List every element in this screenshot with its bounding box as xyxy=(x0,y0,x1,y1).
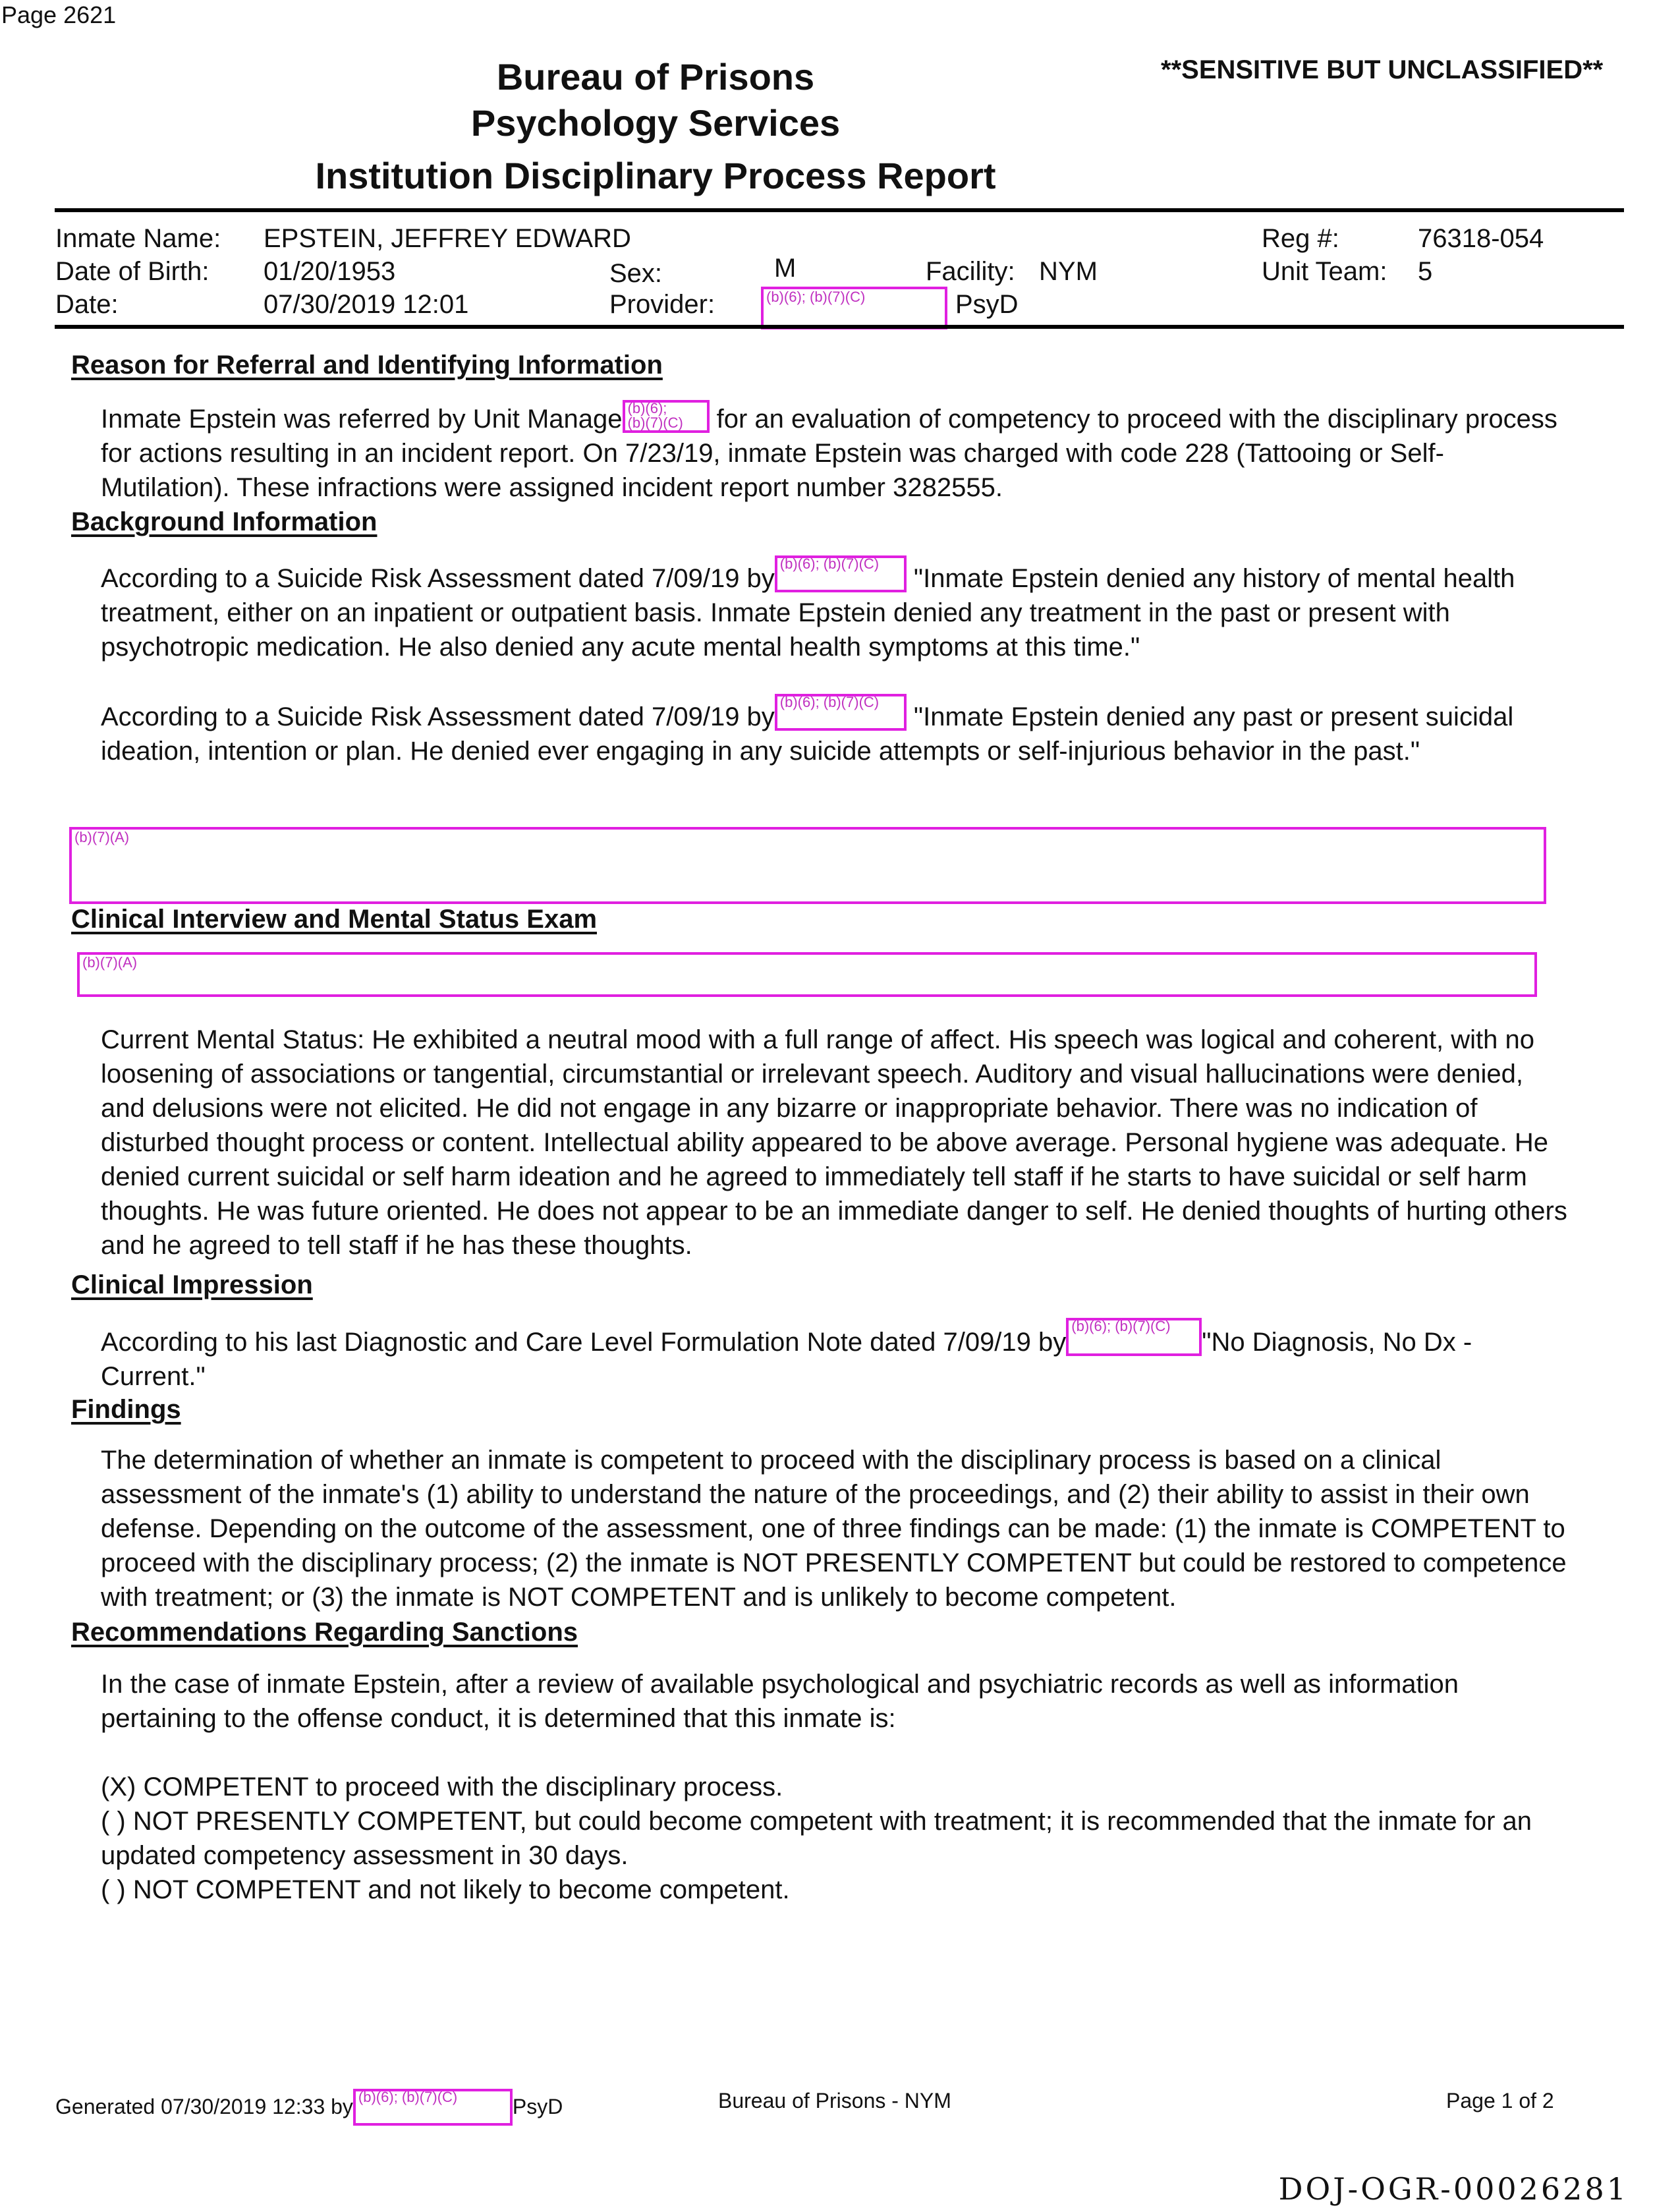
section-heading-findings: Findings xyxy=(71,1395,181,1424)
section-heading-background: Background Information xyxy=(71,507,378,536)
recommendations-intro: In the case of inmate Epstein, after a review of available psychological and psychiatric records as well as information pertaining to the offense conduct, it is determined that this inmate is: xyxy=(101,1670,1459,1733)
unit-team-value: 5 xyxy=(1418,257,1433,286)
redaction-box-provider xyxy=(761,287,947,329)
redaction-box-unit-manager xyxy=(623,400,710,433)
option-mark-checked: (X) xyxy=(101,1772,136,1801)
option-mark-unchecked: ( ) xyxy=(101,1807,126,1836)
redaction-box-footer-author xyxy=(353,2089,513,2126)
redaction-code: (b)(6); (b)(7)(C) xyxy=(358,2089,458,2105)
impression-text-end: "No Diagnosis, No Dx - Current." xyxy=(101,1328,1472,1391)
section-heading-recommendations: Recommendations Regarding Sanctions xyxy=(71,1618,578,1647)
redaction-block-law-enforcement-1 xyxy=(69,827,1546,904)
option-text: NOT PRESENTLY COMPETENT, but could become competent with treatment; it is recommended that the inmate for an updated competency assessment in 30 days. xyxy=(101,1807,1532,1870)
header-rule-top xyxy=(55,208,1624,212)
sex-value: M xyxy=(774,254,797,283)
reg-label: Reg #: xyxy=(1262,224,1339,253)
background-p2-start: According to a Suicide Risk Assessment dated 7/09/19 by xyxy=(101,702,775,731)
section-heading-referral: Reason for Referral and Identifying Information xyxy=(71,351,663,380)
unit-team-label: Unit Team: xyxy=(1262,257,1387,286)
title-department: Psychology Services xyxy=(470,102,841,144)
provider-suffix: PsyD xyxy=(955,290,1019,319)
referral-text-start: Inmate Epstein was referred by Unit Manage xyxy=(101,405,623,434)
redaction-code: (b)(6); (b)(7)(C) xyxy=(779,694,880,710)
redaction-box-assessor-1 xyxy=(775,555,907,592)
sex-label: Sex: xyxy=(609,259,663,288)
reg-value: 76318-054 xyxy=(1418,224,1544,253)
redaction-box-diagnostician xyxy=(1066,1318,1202,1356)
page-label: Page 2621 xyxy=(1,1,117,28)
referral-text-end: for an evaluation of competency to proceed with the disciplinary process for actions resulting in an incident report. On 7/23/19, inmate Epstein was charged with code 228 (Tattooing or Self-Mutilation). These infractions were assigned incident report number 3282555. xyxy=(101,405,1557,502)
footer-page-number: Page 1 of 2 xyxy=(1446,2089,1554,2113)
background-p1-end: "Inmate Epstein denied any history of mental health treatment, either on an inpatient or outpatient basis. Inmate Epstein denied any treatment in the past or present with psychotropic medication. He also denied any acute mental health symptoms at this time." xyxy=(101,564,1515,662)
redaction-code: (b)(6); (b)(7)(C) xyxy=(779,555,880,572)
referral-paragraph xyxy=(101,400,1570,505)
option-mark-unchecked: ( ) xyxy=(101,1875,126,1904)
footer-generated xyxy=(55,2089,563,2126)
redaction-code-line2: (b)(7)(C) xyxy=(627,414,683,431)
background-paragraph-1 xyxy=(101,555,1570,664)
title-agency: Bureau of Prisons xyxy=(496,56,815,98)
background-p2-end: "Inmate Epstein denied any past or present suicidal ideation, intention or plan. He denied ever engaging in any suicide attempts or self-injurious behavior in the past." xyxy=(101,702,1514,766)
impression-paragraph xyxy=(101,1318,1570,1394)
facility-value: NYM xyxy=(1039,257,1098,286)
redaction-box-assessor-2 xyxy=(775,694,907,731)
redaction-code: (b)(7)(A) xyxy=(82,954,138,971)
redaction-block-law-enforcement-2 xyxy=(77,952,1537,997)
findings-paragraph: The determination of whether an inmate is competent to proceed with the disciplinary process is based on a clinical assessment of the inmate's (1) ability to understand the nature of the proceedings, and (2) their ability to assist in their own defense. Depending on the outcome of the assessment, one of three findings can be made: (1) the inmate is COMPETENT to proceed with the disciplinary process; (2) the inmate is NOT PRESENTLY COMPETENT but could be restored to competence with treatment; or (3) the inmate is NOT COMPETENT and is unlikely to become competent. xyxy=(101,1446,1567,1612)
redaction-code-line1: (b)(6); xyxy=(627,400,667,416)
competency-option-not-competent xyxy=(101,1873,1570,1907)
competency-option-competent xyxy=(101,1770,1570,1804)
bates-number: DOJ-OGR-00026281 xyxy=(1278,2171,1629,2207)
provider-label: Provider: xyxy=(609,290,715,319)
date-value: 07/30/2019 12:01 xyxy=(264,290,469,319)
background-paragraph-2 xyxy=(101,694,1570,768)
redaction-code: (b)(6); (b)(7)(C) xyxy=(766,289,866,305)
inmate-name: EPSTEIN, JEFFREY EDWARD xyxy=(264,224,631,253)
inmate-name-label: Inmate Name: xyxy=(55,224,221,253)
facility-label: Facility: xyxy=(926,257,1015,286)
mental-status-paragraph: Current Mental Status: He exhibited a neutral mood with a full range of affect. His speech was logical and coherent, with no loosening of associations or tangential, circumstantial or irrelevant speech. Auditory and visual hallucinations were denied, and delusions were not elicited. He did not engage in any bizarre or inappropriate behavior. There was no indication of disturbed thought process or content. Intellectual ability appeared to be above average. Personal hygiene was adequate. He denied current suicidal or self harm ideation and he agreed to immediately tell staff if he starts to have suicidal or self harm thoughts. He was future oriented. He does not appear to be an immediate danger to self. He denied thoughts of hurting others and he agreed to tell staff if he has these thoughts. xyxy=(101,1025,1567,1260)
competency-option-not-presently xyxy=(101,1804,1570,1873)
background-p1-start: According to a Suicide Risk Assessment dated 7/09/19 by xyxy=(101,564,775,593)
footer-generated-suffix: PsyD xyxy=(512,2095,563,2118)
redaction-code: (b)(7)(A) xyxy=(74,829,130,845)
option-text: NOT COMPETENT and not likely to become competent. xyxy=(132,1875,790,1904)
dob-label: Date of Birth: xyxy=(55,257,210,286)
header-rule-bottom xyxy=(55,325,1624,329)
dob-value: 01/20/1953 xyxy=(264,257,396,286)
footer-generated-text: Generated 07/30/2019 12:33 by xyxy=(55,2095,353,2118)
redaction-code: (b)(6); (b)(7)(C) xyxy=(1071,1318,1171,1334)
report-title: Institution Disciplinary Process Report xyxy=(315,155,996,196)
footer-center: Bureau of Prisons - NYM xyxy=(718,2089,951,2113)
date-label: Date: xyxy=(55,290,119,319)
option-text: COMPETENT to proceed with the disciplinary process. xyxy=(143,1772,783,1801)
impression-text-start: According to his last Diagnostic and Care Level Formulation Note dated 7/09/19 by xyxy=(101,1328,1067,1357)
classification-marking: **SENSITIVE BUT UNCLASSIFIED** xyxy=(1161,55,1604,84)
section-heading-clinical-impression: Clinical Impression xyxy=(71,1270,313,1299)
section-heading-clinical-interview: Clinical Interview and Mental Status Exam xyxy=(71,905,598,934)
